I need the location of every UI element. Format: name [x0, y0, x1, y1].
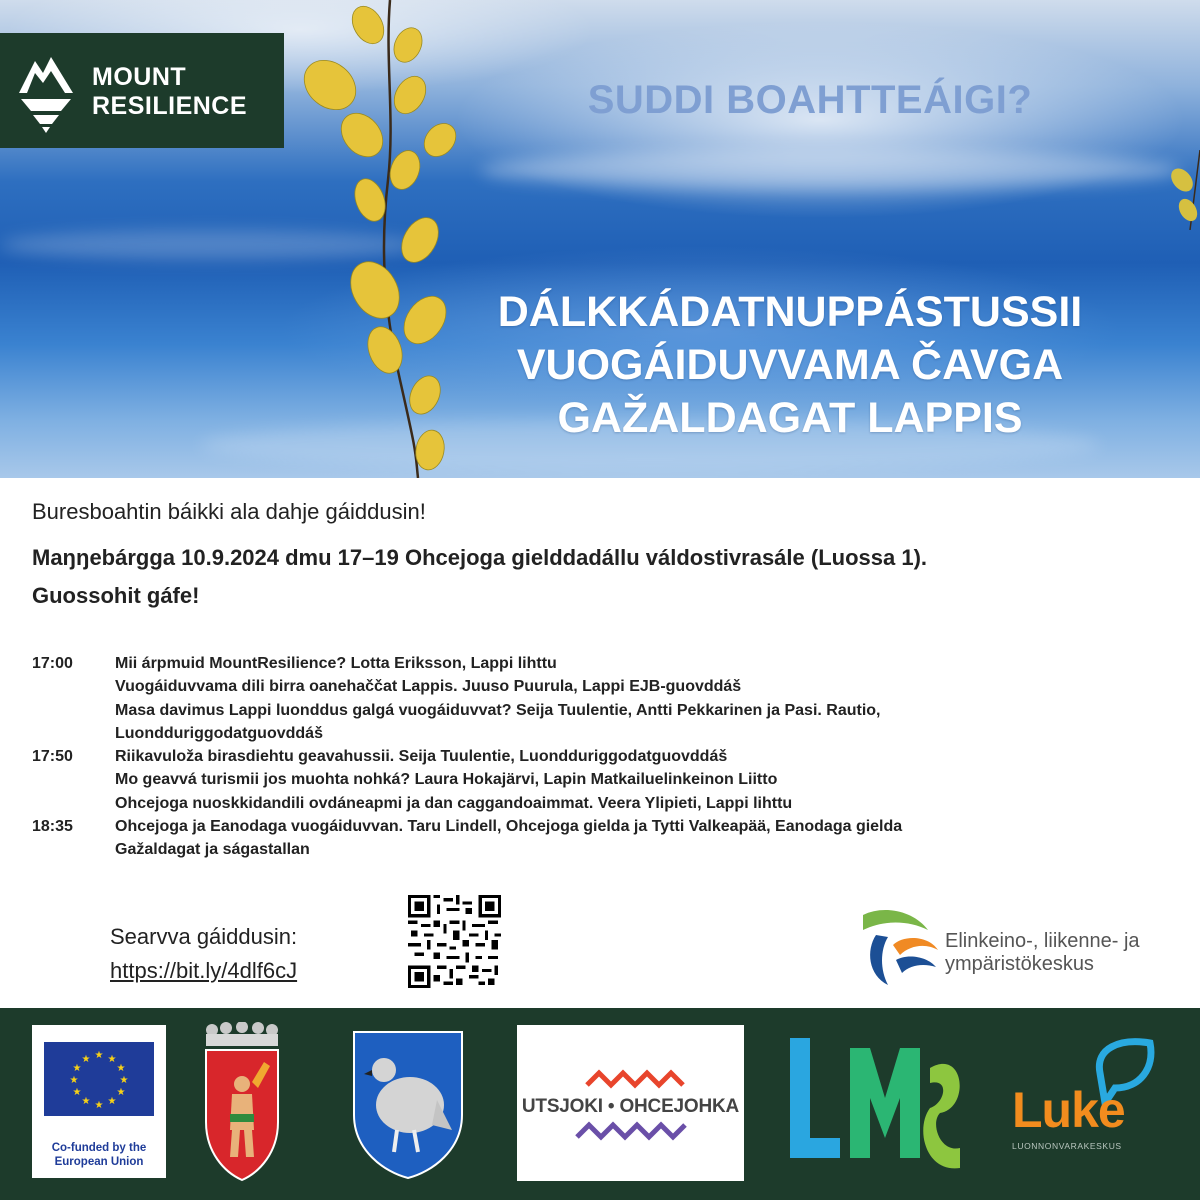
- lme-logo-icon: [780, 1028, 970, 1173]
- slot-time: 17:50: [32, 748, 73, 766]
- hero-subtitle: SUDDI BOAHTTEÁIGI?: [587, 78, 1033, 122]
- schedule-item: Vuogáiduvvama dili birra oanehaččat Lappis. Juuso Puurula, Lappi EJB-guovddáš: [115, 678, 742, 696]
- schedule-item: Ohcejoga ja Eanodaga vuogáiduvvan. Taru Lindell, Ohcejoga gielda ja Tytti Valkeapää, Eanodaga gielda: [115, 818, 903, 836]
- eu-text-line-2: European Union: [54, 1156, 144, 1168]
- hero-title-line: DÁLKKÁDATNUPPÁSTUSSII: [497, 288, 1083, 336]
- schedule-item: Ohcejoga nuoskkidandili ovdáneapmi ja dan caggandoaimmat. Veera Ylipieti, Lappi lihttu: [115, 794, 793, 812]
- svg-text:★: ★: [69, 1075, 79, 1086]
- schedule-item: Masa davimus Lappi luonddus galgá vuogáiduvvat? Seija Tuulentie, Antti Pekkarinen ja Pasi. Rautio,: [115, 701, 881, 719]
- schedule: [32, 652, 1172, 862]
- schedule-item: Riikavuloža birasdiehtu geavahussii. Seija Tuulentie, Luondduriggodatguovddáš: [115, 748, 728, 766]
- ely-line-1: Elinkeino-, liikenne- ja: [945, 930, 1140, 952]
- svg-text:★: ★: [81, 1054, 91, 1065]
- ely-centre-name: [945, 930, 1140, 976]
- slot-time: 18:35: [32, 818, 73, 836]
- schedule-item: Gažaldagat ja ságastallan: [115, 841, 310, 859]
- partner-logos-footer: [0, 1008, 1200, 1200]
- svg-text:★: ★: [94, 1050, 104, 1061]
- svg-text:★: ★: [72, 1087, 82, 1098]
- signup-link[interactable]: https://bit.ly/4dlf6cJ: [110, 958, 298, 983]
- intro-text: Buresboahtin báikki ala dahje gáiddusin!: [32, 499, 426, 524]
- schedule-slot: [32, 652, 1172, 745]
- hero-banner: [0, 0, 1200, 478]
- svg-text:★: ★: [94, 1100, 104, 1111]
- svg-text:★: ★: [119, 1075, 129, 1086]
- event-details: [32, 539, 1182, 615]
- svg-text:★: ★: [107, 1096, 117, 1107]
- luke-subtitle: LUONNONVARAKESKUS: [1012, 1141, 1122, 1151]
- signup-label: Searvva gáiddusin:: [110, 924, 298, 949]
- water-highlight: [480, 150, 1180, 190]
- logo-line-1: MOUNT: [92, 63, 187, 91]
- schedule-slot: [32, 815, 1172, 862]
- remote-signup: [110, 920, 297, 988]
- birch-leaf-image: [1160, 150, 1200, 230]
- svg-text:★: ★: [107, 1054, 117, 1065]
- event-date-location: Maŋŋebárgga 10.9.2024 dmu 17–19 Ohcejoga gielddadállu váldostivrasále (Luossa 1).: [32, 545, 928, 570]
- luke-wordmark: Luke: [1012, 1082, 1125, 1138]
- svg-text:★: ★: [72, 1063, 82, 1074]
- schedule-item: Mo geavvá turismii jos muohta nohká? Laura Hokajärvi, Lapin Matkailuelinkeinon Liitto: [115, 771, 778, 789]
- hero-title-line: VUOGÁIDUVVAMA ČAVGA: [516, 341, 1064, 389]
- eu-cofunded-logo: [32, 1025, 166, 1178]
- svg-text:★: ★: [116, 1087, 126, 1098]
- svg-text:★: ★: [116, 1063, 126, 1074]
- schedule-item: Mii árpmuid MountResilience? Lotta Eriksson, Lappi lihttu: [115, 655, 557, 672]
- schedule-slot: [32, 745, 1172, 815]
- mount-resilience-logo: [0, 33, 284, 148]
- slot-time: 17:00: [32, 655, 73, 672]
- qr-code[interactable]: [408, 895, 501, 988]
- schedule-item: Luondduriggodatguovddáš: [115, 724, 323, 742]
- mountain-logo-icon: [17, 53, 75, 135]
- lapland-coat-of-arms-icon: [202, 1022, 282, 1182]
- utsjoki-name: UTSJOKI • OHCEJOHKA: [521, 1096, 740, 1117]
- svg-text:★: ★: [81, 1096, 91, 1107]
- hero-title: [440, 286, 1140, 445]
- hero-title-line: GAŽALDAGAT LAPPIS: [557, 394, 1023, 442]
- eu-text-line-1: Co-funded by the: [51, 1142, 147, 1154]
- event-coffee-note: Guossohit gáfe!: [32, 583, 200, 608]
- eu-flag-icon: [44, 1042, 154, 1116]
- utsjoki-municipality-logo: [517, 1025, 744, 1181]
- ely-line-2: ympäristökeskus: [945, 953, 1094, 975]
- ptarmigan-coat-of-arms-icon: [352, 1030, 464, 1180]
- logo-line-2: RESILIENCE: [92, 92, 248, 120]
